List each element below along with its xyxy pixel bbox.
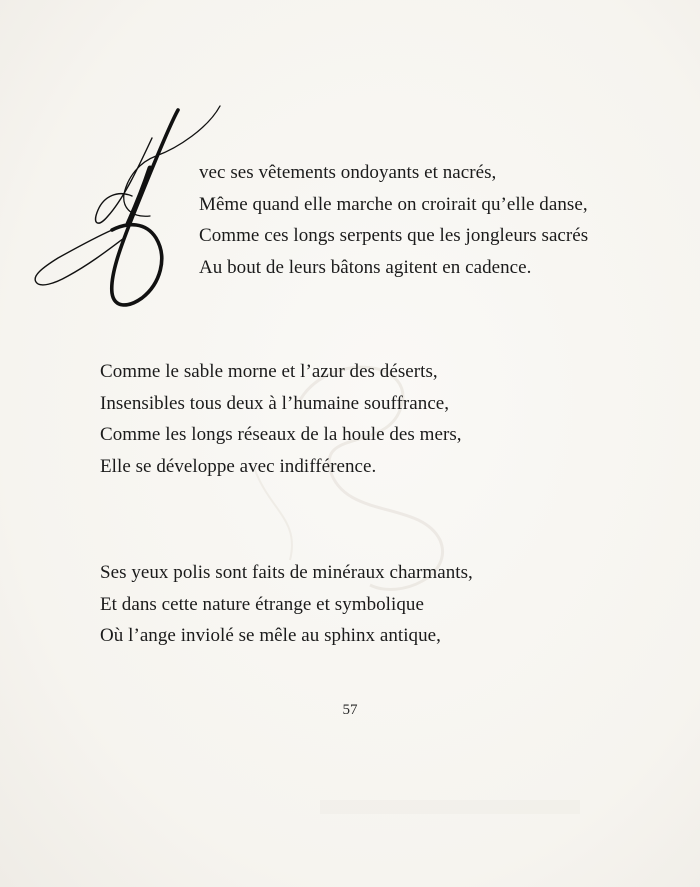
stanza-2: [100, 356, 462, 482]
verse-line: Au bout de leurs bâtons agitent en cadence.: [199, 256, 532, 278]
stanza-3: [100, 557, 473, 652]
verse-line: Même quand elle marche on croirait qu’elle danse,: [199, 193, 588, 215]
drop-cap-letter: [28, 98, 228, 313]
page-number: 57: [342, 702, 358, 718]
verse-line: Et dans cette nature étrange et symbolique: [100, 593, 424, 615]
verse-line: Comme les longs réseaux de la houle des mers,: [100, 424, 462, 445]
verse-line: Ses yeux polis sont faits de minéraux charmants,: [100, 562, 473, 583]
verse-line: Comme le sable morne et l’azur des déserts,: [100, 361, 438, 382]
verse-line: Elle se développe avec indifférence.: [100, 455, 377, 477]
verse-line: Comme ces longs serpents que les jongleurs sacrés: [199, 225, 589, 246]
verse-line: Insensibles tous deux à l’humaine souffrance,: [100, 392, 450, 414]
verse-line: Où l’ange inviolé se mêle au sphinx antique,: [100, 625, 441, 646]
verse-line: vec ses vêtements ondoyants et nacrés,: [199, 162, 497, 183]
stanza-1: [199, 157, 588, 283]
